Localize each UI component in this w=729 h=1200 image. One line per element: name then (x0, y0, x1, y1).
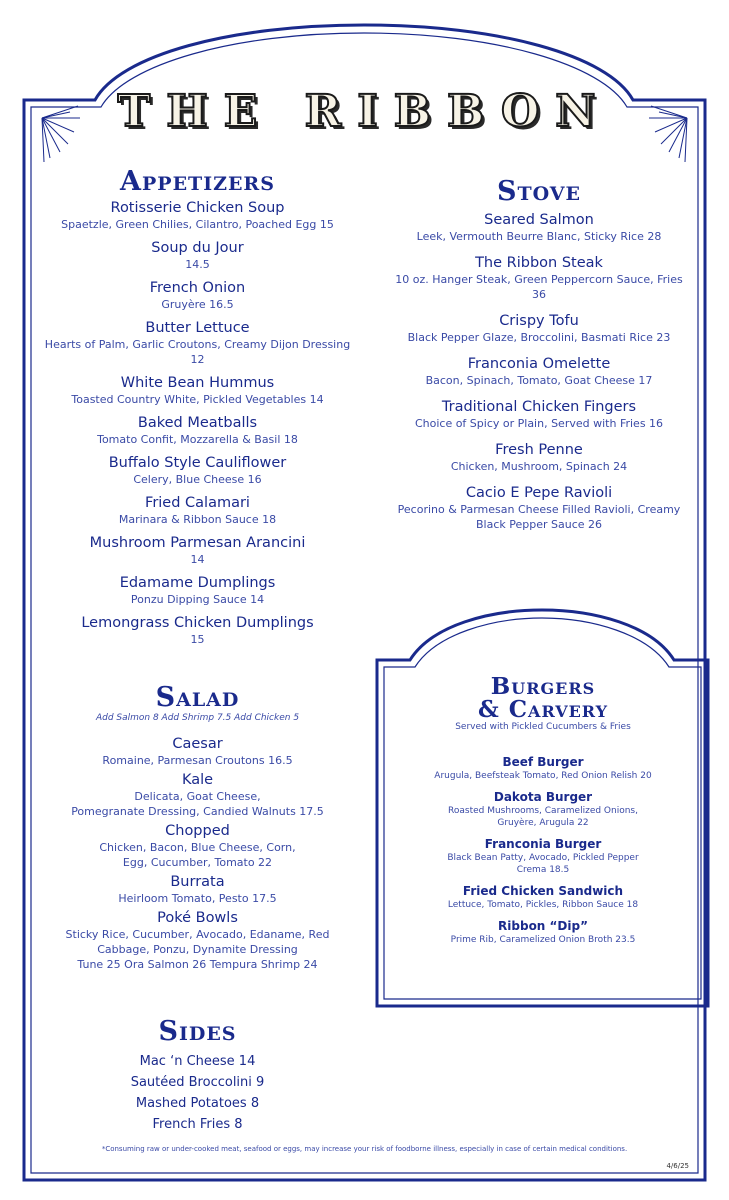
sides-heading: Sides (158, 1016, 237, 1047)
appetizer-item (40, 239, 355, 272)
stove-item-name: The Ribbon Steak (475, 255, 603, 271)
appetizer-item-name: French Onion (149, 280, 246, 296)
sides-section (40, 1016, 355, 1135)
burger-list (392, 755, 694, 946)
appetizer-item (40, 494, 355, 527)
salad-item-description: Romaine, Parmesan Croutons 16.5 (102, 754, 293, 767)
salad-heading: Salad (155, 682, 240, 713)
salad-list (40, 735, 355, 972)
side-item: Mac ‘n Cheese 14 (139, 1054, 256, 1069)
stove-item-name: Crispy Tofu (499, 313, 579, 329)
burgers-section (392, 675, 694, 954)
salad-item-name: Kale (181, 772, 214, 788)
appetizers-section (40, 166, 355, 654)
appetizer-item-description: Spaetzle, Green Chilies, Cilantro, Poached Egg 15 (61, 218, 334, 231)
stove-item-description: Pecorino & Parmesan Cheese Filled Ravioli, Creamy Black Pepper Sauce 26 (397, 503, 681, 531)
stove-item-description: Chicken, Mushroom, Spinach 24 (450, 460, 628, 473)
appetizer-item-description: Gruyère 16.5 (161, 298, 234, 311)
appetizer-item-name: Soup du Jour (151, 240, 244, 256)
salad-item (40, 909, 355, 972)
salad-item-name: Chopped (165, 823, 230, 839)
burger-item-description: Arugula, Beefsteak Tomato, Red Onion Relish 20 (434, 771, 652, 781)
appetizer-item-description: Tomato Confit, Mozzarella & Basil 18 (97, 433, 298, 446)
appetizer-item (40, 414, 355, 447)
appetizer-item (40, 374, 355, 407)
burger-item-name: Ribbon “Dip” (498, 919, 588, 933)
stove-heading: Stove (496, 176, 582, 207)
salad-item (40, 873, 355, 906)
salad-section (40, 682, 355, 975)
stove-item (384, 254, 694, 302)
appetizer-item (40, 199, 355, 232)
stove-item-description: 10 oz. Hanger Steak, Green Peppercorn Sauce, Fries 36 (395, 273, 683, 301)
burger-item (392, 755, 694, 782)
side-item: Sautéed Broccolini 9 (130, 1075, 265, 1090)
appetizer-item-description: Toasted Country White, Pickled Vegetables 14 (71, 393, 324, 406)
appetizer-list (40, 199, 355, 647)
stove-list (384, 211, 694, 532)
burger-item-description: Prime Rib, Caramelized Onion Broth 23.5 (450, 935, 636, 945)
burger-item-description: Lettuce, Tomato, Pickles, Ribbon Sauce 18 (447, 900, 639, 910)
salad-item (40, 771, 355, 819)
restaurant-title: THE RIBBON (117, 86, 612, 137)
burgers-subtitle: Served with Pickled Cucumbers & Fries (455, 722, 631, 732)
salad-item-description: Delicata, Goat Cheese, Pomegranate Dressing, Candied Walnuts 17.5 (71, 790, 324, 818)
appetizer-item (40, 319, 355, 367)
burger-item-name: Franconia Burger (484, 837, 602, 851)
salad-item (40, 822, 355, 870)
appetizer-item-name: Mushroom Parmesan Arancini (89, 535, 306, 551)
foodborne-disclaimer: *Consuming raw or under-cooked meat, seafood or eggs, may increase your risk of foodborne illness, especially in case of certain medical conditions. (101, 1145, 628, 1153)
salad-item-name: Burrata (170, 874, 225, 890)
stove-item-description: Bacon, Spinach, Tomato, Goat Cheese 17 (425, 374, 653, 387)
appetizer-item (40, 454, 355, 487)
appetizer-item-name: Lemongrass Chicken Dumplings (81, 615, 314, 631)
stove-item-description: Black Pepper Glaze, Broccolini, Basmati Rice 23 (407, 331, 671, 344)
burgers-heading-line1: Burgers (490, 673, 596, 700)
burger-item (392, 837, 694, 876)
burger-item-name: Dakota Burger (493, 790, 593, 804)
appetizer-item-name: Baked Meatballs (137, 415, 258, 431)
salad-item-name: Poké Bowls (157, 910, 238, 926)
stove-item-description: Choice of Spicy or Plain, Served with Fries 16 (414, 417, 664, 430)
burger-item (392, 919, 694, 946)
appetizer-item-description: 14 (190, 553, 205, 566)
stove-item (384, 484, 694, 532)
burger-item-name: Beef Burger (502, 755, 584, 769)
appetizer-item-name: Rotisserie Chicken Soup (110, 200, 285, 216)
appetizer-item-name: Butter Lettuce (145, 320, 250, 336)
stove-item-description: Leek, Vermouth Beurre Blanc, Sticky Rice 28 (416, 230, 662, 243)
side-item: Mashed Potatoes 8 (135, 1096, 260, 1111)
stove-item (384, 398, 694, 431)
burger-item-name: Fried Chicken Sandwich (462, 884, 624, 898)
appetizer-item-name: Buffalo Style Cauliflower (108, 455, 287, 471)
appetizer-item-name: Edamame Dumplings (119, 575, 276, 591)
burger-item (392, 790, 694, 829)
appetizer-item (40, 574, 355, 607)
side-item: French Fries 8 (152, 1117, 243, 1132)
appetizer-item-name: Fried Calamari (145, 495, 250, 511)
salad-item-description: Heirloom Tomato, Pesto 17.5 (118, 892, 277, 905)
salad-item-name: Caesar (172, 736, 223, 752)
appetizer-item-description: Marinara & Ribbon Sauce 18 (118, 513, 277, 526)
burgers-heading-line2: & Carvery (477, 696, 609, 723)
burger-item (392, 884, 694, 911)
salad-item (40, 735, 355, 768)
stove-item-name: Franconia Omelette (467, 356, 611, 372)
stove-section (384, 176, 694, 542)
stove-item (384, 441, 694, 474)
appetizer-item (40, 614, 355, 647)
appetizer-item (40, 534, 355, 567)
salad-item-description: Chicken, Bacon, Blue Cheese, Corn, Egg, Cucumber, Tomato 22 (99, 841, 296, 869)
appetizer-item-description: Hearts of Palm, Garlic Croutons, Creamy Dijon Dressing 12 (44, 338, 351, 366)
appetizer-item-description: 15 (190, 633, 205, 646)
stove-item (384, 312, 694, 345)
stove-item-name: Seared Salmon (484, 212, 594, 228)
stove-item-name: Cacio E Pepe Ravioli (465, 485, 613, 501)
appetizer-item-name: White Bean Hummus (120, 375, 275, 391)
stove-item (384, 211, 694, 244)
salad-item-description: Sticky Rice, Cucumber, Avocado, Edaname, Red Cabbage, Ponzu, Dynamite Dressing Tune 25 Ora Salmon 26 Tempura Shrimp 24 (65, 928, 330, 971)
appetizer-item-description: Ponzu Dipping Sauce 14 (130, 593, 265, 606)
appetizer-item (40, 279, 355, 312)
appetizer-item-description: Celery, Blue Cheese 16 (133, 473, 262, 486)
salad-addons-note: Add Salmon 8 Add Shrimp 7.5 Add Chicken 5 (95, 713, 300, 723)
stove-item-name: Traditional Chicken Fingers (441, 399, 637, 415)
burger-item-description: Black Bean Patty, Avocado, Pickled Pepper Crema 18.5 (447, 853, 639, 875)
stove-item-name: Fresh Penne (495, 442, 583, 458)
sides-list (40, 1051, 355, 1135)
stove-item (384, 355, 694, 388)
appetizer-item-description: 14.5 (185, 258, 210, 271)
menu-date: 4/6/25 (666, 1162, 689, 1170)
appetizers-heading: Appetizers (120, 166, 275, 197)
burger-item-description: Roasted Mushrooms, Caramelized Onions, Gruyère, Arugula 22 (448, 806, 638, 828)
